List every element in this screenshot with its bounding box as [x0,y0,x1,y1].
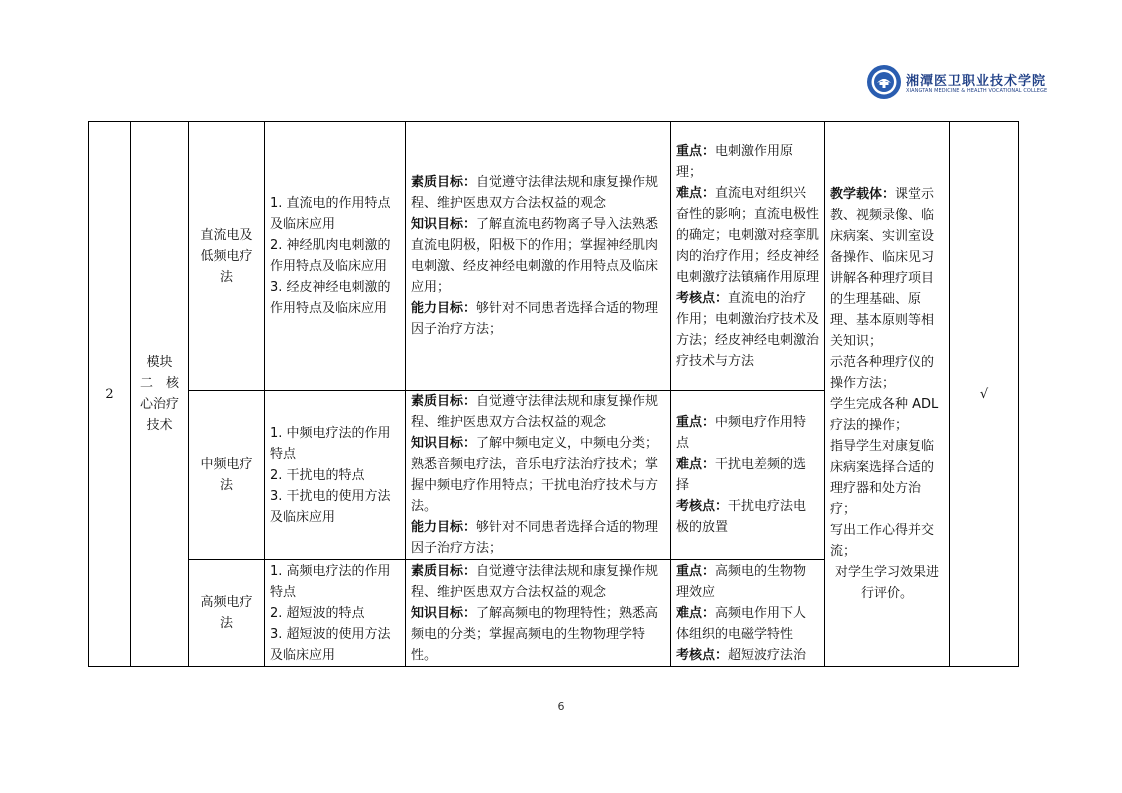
goals-cell: 素质目标：自觉遵守法律法规和康复操作规程、维护医患双方合法权益的观念 知识目标：了解高频电的物理特性；熟悉高频电的分类；掌握高频电的生物物理学特性。 [406,560,671,667]
topic-cell: 高频电疗 法 [189,560,265,667]
key-points-cell: 重点：高频电的生物物理效应 难点：高频电作用下人体组织的电磁学特性 考核点：超短波疗法治 [671,560,825,667]
topic-cell: 直流电及 低频电疗 法 [189,122,265,391]
page-number: 6 [557,700,565,713]
college-name-cn: 湘潭医卫职业技术学院 [906,74,1047,89]
content-cell: 1. 高频电疗法的作用 特点 2. 超短波的特点 3. 超短波的使用方法 及临床应用 [265,560,406,667]
table-row [89,122,1019,391]
checkmark: √ [950,122,1019,667]
college-logo [866,64,1048,104]
college-name-en: XIANGTAN MEDICINE & HEALTH VOCATIONAL COLLEGE [906,88,1048,94]
module-name: 模块 二 核 心治疗 技术 [131,122,189,667]
goals-cell: 素质目标：自觉遵守法律法规和康复操作规程、维护医患双方合法权益的观念 知识目标：了解中频电定义，中频电分类；熟悉音频电疗法，音乐电疗法治疗技术；掌握中频电疗作用特点；干扰电治疗技术与方法。 能力目标：够针对不同患者选择合适的物理因子治疗方法； [406,391,671,560]
content-cell: 1. 直流电的作用特点 及临床应用 2. 神经肌肉电刺激的 作用特点及临床应用 3. 经皮神经电刺激的 作用特点及临床应用 [265,122,406,391]
goals-cell: 素质目标：自觉遵守法律法规和康复操作规程、维护医患双方合法权益的观念 知识目标：了解直流电药物离子导入法熟悉直流电阴极，阳极下的作用；掌握神经肌肉电刺激、经皮神经电刺激的作用特点及临床应用； 能力目标：够针对不同患者选择合适的物理因子治疗方法； [406,122,671,391]
college-seal-icon [866,64,902,100]
topic-cell: 中频电疗 法 [189,391,265,560]
sequence-number: 2 [89,122,131,667]
course-content-table [88,121,1019,667]
teaching-methods-cell: 教学载体：课堂示教、视频录像、临床病案、实训室设备操作、临床见习讲解各种理疗项目的生理基础、原理、基本原则等相关知识； 示范各种理疗仪的操作方法； 学生完成各种 ADL 疗法的操作； 指导学生对康复临床病案选择合适的理疗器和处方治疗； 写出工作心得并交流； 对学生学习效果进行评价。 [825,122,950,667]
content-cell: 1. 中频电疗法的作用 特点 2. 干扰电的特点 3. 干扰电的使用方法 及临床应用 [265,391,406,560]
key-points-cell: 重点：电刺激作用原理； 难点：直流电对组织兴奋性的影响；直流电极性的确定；电刺激对痉挛肌肉的治疗作用；经皮神经电刺激疗法镇痛作用原理 考核点：直流电的治疗作用；电刺激治疗技术及方法；经皮神经电刺激治疗技术与方法 [671,122,825,391]
key-points-cell: 重点：中频电疗作用特点 难点：干扰电差频的选择 考核点：干扰电疗法电极的放置 [671,391,825,560]
